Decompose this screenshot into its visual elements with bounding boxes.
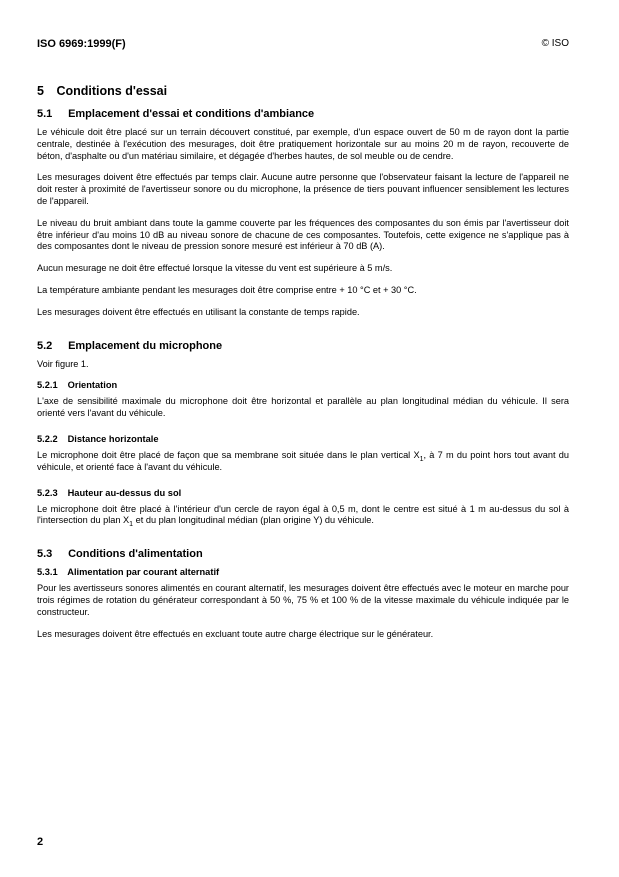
page-number: 2 xyxy=(37,836,44,848)
subscript: 1 xyxy=(129,521,134,529)
section-5-3-1-heading xyxy=(37,567,569,577)
section-5-2-2-heading xyxy=(37,434,569,444)
text-run: , à 7 m du point hors tout avant du véhicule, et orienté face à l'avant du véhicule. xyxy=(37,449,569,472)
section-number: 5.3 xyxy=(37,548,53,561)
paragraph: Les mesurages doivent être effectués en utilisant la constante de temps rapide. xyxy=(37,306,360,317)
paragraph: La température ambiante pendant les mesurages doit être comprise entre + 10 °C et + 30 °C. xyxy=(37,284,417,295)
section-5-3-heading xyxy=(37,548,569,560)
section-number: 5.3.1 xyxy=(37,567,58,578)
copyright-label: © ISO xyxy=(541,38,569,49)
paragraph: Les mesurages doivent être effectués par temps clair. Aucune autre personne que l'observateur faisant la lecture de l'appareil ne doit rester à proximité de l'avertisseur sonore ou du microphone, la présence de tiers pouvant influencer sensiblement les lectures de l'appareil. xyxy=(37,172,569,206)
paragraph: Pour les avertisseurs sonores alimentés en courant alternatif, les mesurages doivent être effectués avec le moteur en marche pour trois régimes de rotation du générateur correspondant à 50 %, 75 % et 100 % de la vitesse maximale du véhicule indiquée par le constructeur. xyxy=(37,583,569,617)
section-number: 5.2.3 xyxy=(37,487,58,498)
paragraph: Aucun mesurage ne doit être effectué lorsque la vitesse du vent est supérieure à 5 m/s. xyxy=(37,263,393,274)
section-5-2-3-heading xyxy=(37,488,569,498)
section-number: 5 xyxy=(37,84,44,98)
section-5-2-heading xyxy=(37,340,569,352)
paragraph: Le véhicule doit être placé sur un terrain découvert constitué, par exemple, d'un espace ouvert de 50 m de rayon dont la partie centrale, destinée à l'exécution des mesurages, doit être pratiquement horizontale sur au moins 20 m de rayon, recouverte de béton, d'asphalte ou d'un matériau similaire, et dégagée d'herbes hautes, de sol meuble ou de cendre. xyxy=(37,127,569,161)
subscript: 1 xyxy=(419,455,424,463)
main-content xyxy=(37,84,569,650)
section-title: Distance horizontale xyxy=(67,433,159,444)
document-id: ISO 6969:1999(F) xyxy=(37,38,126,50)
section-title: Orientation xyxy=(67,380,118,391)
section-5-2-1-heading xyxy=(37,380,569,390)
paragraph: Le niveau du bruit ambiant dans toute la gamme couverte par les fréquences des composantes du son émis par l'avertisseur doit être inférieur d'au moins 10 dB au niveau sonore de chacune de ces composantes. Toutefois, cette exigence ne s'applique pas à des composantes dont le niveau de pression sonore mesuré est inférieur à 70 dB (A). xyxy=(37,217,569,252)
section-5-1-heading xyxy=(37,108,569,120)
section-title: Alimentation par courant alternatif xyxy=(67,567,220,578)
text-run: et du plan longitudinal médian (plan origine Y) du véhicule. xyxy=(133,515,374,526)
section-title: Emplacement du microphone xyxy=(68,339,223,352)
text-run: Le microphone doit être placé de façon que sa membrane soit située dans le plan vertical X xyxy=(37,449,420,460)
paragraph xyxy=(37,450,569,474)
section-title: Hauteur au-dessus du sol xyxy=(67,487,182,498)
text-run: Le microphone doit être placé à l'intérieur d'un cercle de rayon égal à 0,5 m, dont le centre est situé à 1 m au-dessus du sol à l'intersection du plan X xyxy=(37,503,569,526)
section-title: Conditions d'essai xyxy=(56,84,168,98)
section-number: 5.2 xyxy=(37,339,53,352)
section-number: 5.2.1 xyxy=(37,380,58,391)
section-title: Conditions d'alimentation xyxy=(68,548,203,561)
section-title: Emplacement d'essai et conditions d'ambiance xyxy=(68,108,315,120)
section-number: 5.2.2 xyxy=(37,433,58,444)
section-5-heading xyxy=(37,84,569,98)
section-number: 5.1 xyxy=(37,108,53,120)
paragraph: Les mesurages doivent être effectués en excluant toute autre charge électrique sur le générateur. xyxy=(37,628,434,639)
paragraph: L'axe de sensibilité maximale du microphone doit être horizontal et parallèle au plan longitudinal médian du véhicule. Il sera orienté vers l'avant du véhicule. xyxy=(37,396,569,419)
paragraph: Voir figure 1. xyxy=(37,358,89,369)
paragraph xyxy=(37,504,569,528)
